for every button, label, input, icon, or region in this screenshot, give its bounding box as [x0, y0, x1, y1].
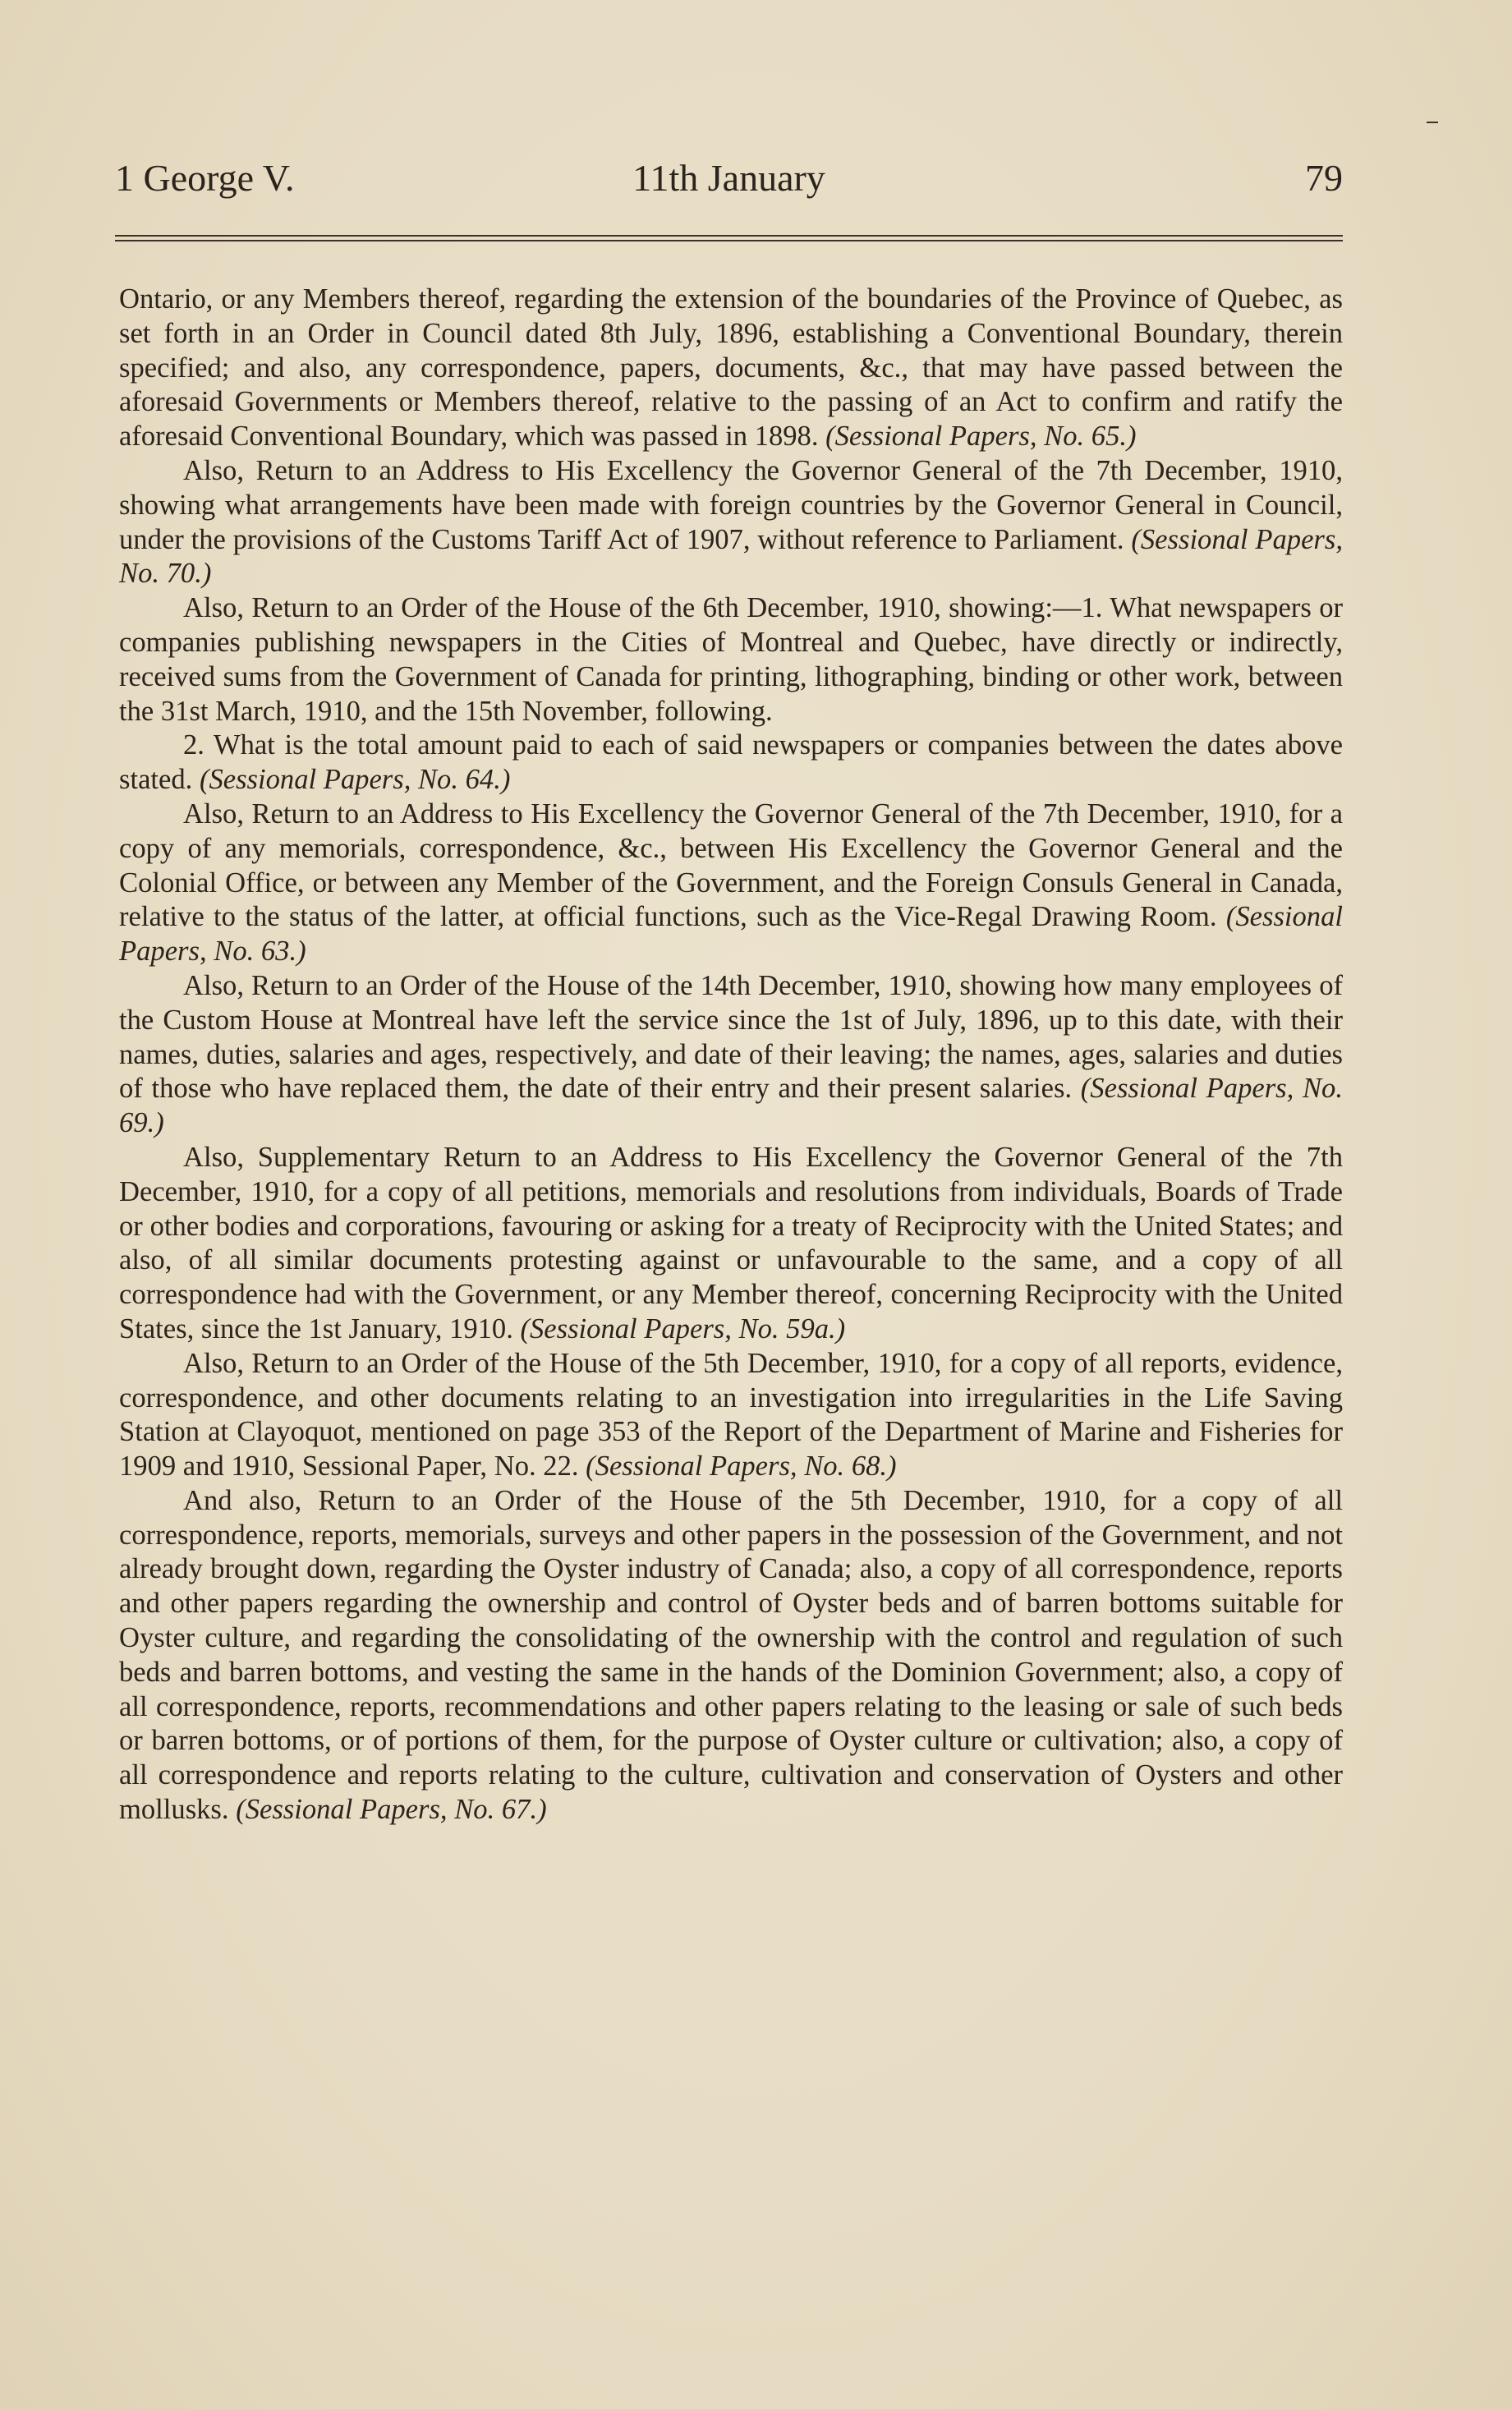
page-header [115, 156, 1343, 205]
sessional-paper-ref: (Sessional Papers, No. 65.) [825, 421, 1137, 453]
paragraph-text: Also, Return to an Address to His Excellency the Governor General of the 7th December, 1910, showing what arrangements have been made with foreign countries by the Governor General in Council, under the provisions of the Customs Tariff Act of 1907, without reference to Parliament. [119, 454, 1343, 555]
body-text [119, 283, 1343, 1827]
sessional-paper-ref: (Sessional Papers, No. 69.) [119, 1073, 1343, 1139]
paragraph [119, 969, 1343, 1141]
paragraph-text: Also, Return to an Order of the House of the 14th December, 1910, showing how many employees of the Custom House at Montreal have left the service since the 1st of July, 1896, up to this date, with their names, duties, salaries and ages, respectively, and date of their leaving; the names, ages, salaries and duties of those who have replaced them, the date of their entry and their present salaries. [119, 969, 1343, 1105]
paragraph-text: Ontario, or any Members thereof, regarding the extension of the boundaries of the Province of Quebec, as set forth in an Order in Council dated 8th July, 1896, establishing a Conventional Boundary, therein specified; and also, any correspondence, papers, documents, &c., that may have passed between the aforesaid Governments or Members thereof, relative to the passing of an Act to confirm and ratify the aforesaid Conventional Boundary, which was passed in 1898. [119, 283, 1343, 453]
paragraph [119, 1484, 1343, 1827]
paragraph [119, 1141, 1343, 1347]
paragraph-text: Also, Return to an Address to His Excellency the Governor General of the 7th December, 1910, for a copy of any memorials, correspondence, &c., between His Excellency the Governor General and the Colonial Office, or between any Member of the Government, and the Foreign Consuls General in Canada, relative to the status of the latter, at official functions, such as the Vice-Regal Drawing Room. [119, 798, 1343, 933]
paragraph [119, 454, 1343, 591]
margin-mark [1427, 122, 1438, 123]
paragraph-text: 2. What is the total amount paid to each of said newspapers or companies between the dates above stated. [119, 729, 1343, 796]
sessional-paper-ref: (Sessional Papers, No. 59a.) [520, 1313, 846, 1345]
sessional-paper-ref: (Sessional Papers, No. 68.) [586, 1450, 897, 1483]
sessional-paper-ref: (Sessional Papers, No. 70.) [119, 523, 1343, 590]
sessional-paper-ref: (Sessional Papers, No. 64.) [199, 764, 511, 796]
sessional-paper-ref: (Sessional Papers, No. 67.) [236, 1794, 547, 1826]
paragraph [119, 798, 1343, 969]
paragraph-text: And also, Return to an Order of the House of the 5th December, 1910, for a copy of all correspondence, reports, memorials, surveys and other papers in the possession of the Government, and not already brought down, regarding the Oyster industry of Canada; also, a copy of all correspondence, reports and other papers regarding the ownership and control of Oyster beds and of barren bottoms suitable for Oyster culture, and regarding the consolidating of the ownership with the control and regulation of such beds and barren bottoms, and vesting the same in the hands of the Dominion Government; also, a copy of all correspondence, reports, recommendations and other papers relating to the leasing or sale of such beds or barren bottoms, or of portions of them, for the purpose of Oyster culture or cultivation; also, a copy of all correspondence and reports relating to the culture, cultivation and conservation of Oysters and other mollusks. [119, 1484, 1343, 1826]
paragraph-text: Also, Return to an Order of the House of the 5th December, 1910, for a copy of all reports, evidence, correspondence, and other documents relating to an investigation into irregularities in the Life Saving Station at Clayoquot, mentioned on page 353 of the Report of the Department of Marine and Fisheries for 1909 and 1910, Sessional Paper, No. 22. [119, 1347, 1343, 1483]
paragraph-text: Also, Return to an Order of the House of the 6th December, 1910, showing:—1. What newspapers or companies publishing newspapers in the Cities of Montreal and Quebec, have directly or indirectly, received sums from the Government of Canada for printing, lithographing, binding or other work, between the 31st March, 1910, and the 15th November, following. [119, 592, 1343, 727]
page-number: 79 [1305, 157, 1343, 199]
paragraph [119, 591, 1343, 729]
header-date: 11th January [632, 157, 825, 199]
paragraph [119, 1347, 1343, 1484]
header-rule [115, 235, 1343, 241]
regnal-year: 1 George V. [115, 157, 295, 199]
paragraph-text: Also, Supplementary Return to an Address to His Excellency the Governor General of the 7th December, 1910, for a copy of all petitions, memorials and resolutions from individuals, Boards of Trade or other bodies and corporations, favouring or asking for a treaty of Reciprocity with the United States; and also, of all similar documents protesting against or unfavourable to the same, and a copy of all correspondence had with the Government, or any Member thereof, concerning Reciprocity with the United States, since the 1st January, 1910. [119, 1141, 1343, 1345]
paragraph [119, 283, 1343, 454]
sessional-paper-ref: (Sessional Papers, No. 63.) [119, 901, 1343, 968]
paragraph [119, 729, 1343, 798]
